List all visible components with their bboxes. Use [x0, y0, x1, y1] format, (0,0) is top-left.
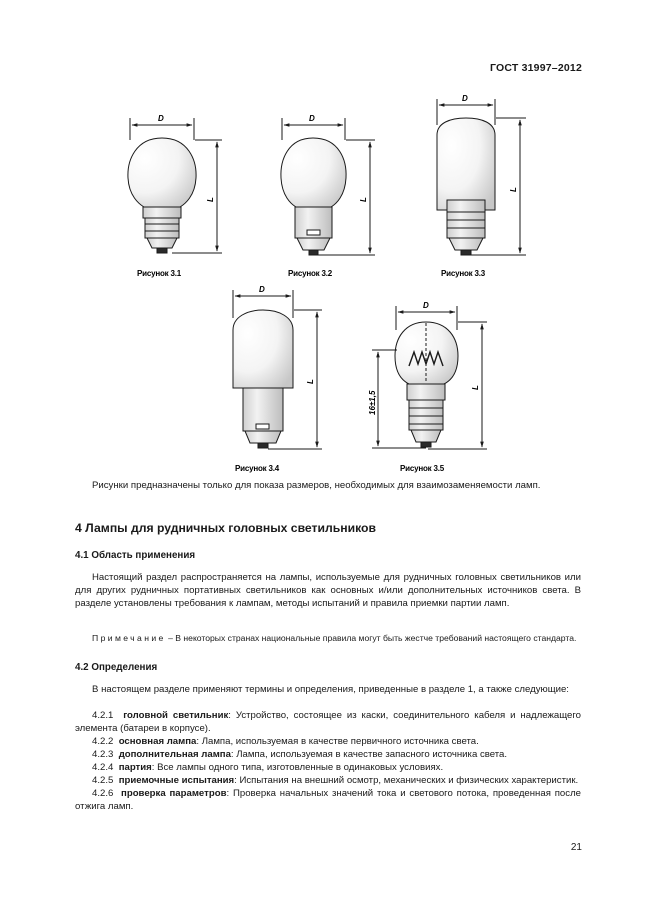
definition-number: 4.2.5 [92, 775, 114, 786]
definition-number: 4.2.4 [92, 762, 114, 773]
definition-text: : Лампа, используемая в качестве первичного источника света. [196, 736, 479, 747]
definition-item [75, 735, 581, 748]
note-text: – В некоторых странах национальные правила могут быть жестче требований настоящего стандарта. [165, 633, 577, 643]
dimension-d-label: D [462, 94, 468, 103]
definition-term: дополнительная лампа [118, 749, 231, 760]
note-label: Примечание [92, 633, 166, 643]
figure-caption-text: Рисунки предназначены только для показа размеров, необходимых для взаимозаменяемости ламп. [92, 480, 541, 491]
definition-term: партия [118, 762, 152, 773]
definition-item [75, 787, 581, 813]
definition-item [75, 761, 581, 774]
figure-label: Рисунок 3.5 [400, 464, 445, 473]
definition-term: приемочные испытания [118, 775, 235, 786]
definition-item [75, 774, 581, 787]
figure-caption [75, 479, 581, 492]
definitions-intro: В настоящем разделе применяют термины и определения, приведенные в разделе 1, а также следующие: [92, 684, 569, 695]
definition-text: : Лампа, используемая в качестве запасного источника света. [230, 749, 508, 760]
definition-number: 4.2.3 [92, 749, 114, 760]
document-header: ГОСТ 31997–2012 [489, 62, 582, 74]
subsection-title-4-1: 4.1 Область применения [75, 550, 196, 561]
definition-text: : Проверка начальных значений тока и светового потока, проведенная после отжига ламп. [75, 788, 581, 812]
dimension-l-label: L [359, 197, 368, 202]
figure-label: Рисунок 3.1 [137, 269, 182, 278]
dimension-d-label: D [423, 301, 429, 310]
definition-term: проверка параметров [121, 788, 227, 799]
definition-term: головной светильник [123, 710, 229, 721]
subsection-title-4-2: 4.2 Определения [75, 662, 158, 673]
page-number: 21 [570, 842, 582, 853]
lamp-figure-3-3 [437, 99, 526, 255]
definition-number: 4.2.6 [92, 788, 114, 799]
lamp-figure-3-4 [233, 290, 322, 449]
figure-label: Рисунок 3.2 [288, 269, 333, 278]
dimension-l-label: L [306, 379, 315, 384]
dimension-l-label: L [471, 385, 480, 390]
definition-text: : Все лампы одного типа, изготовленные в одинаковых условиях. [151, 762, 444, 773]
definition-number: 4.2.2 [92, 736, 114, 747]
dimension-d-label: D [309, 114, 315, 123]
section-title: 4 Лампы для рудничных головных светильников [75, 521, 376, 535]
definition-item [75, 709, 581, 735]
definitions-list [75, 709, 581, 813]
definition-text: : Испытания на внешний осмотр, механических и физических характеристик. [234, 775, 579, 786]
figure-label: Рисунок 3.4 [235, 464, 280, 473]
dimension-l-label: L [206, 197, 215, 202]
definition-item [75, 748, 581, 761]
dimension-tolerance-label: 16±1,5 [368, 390, 377, 415]
dimension-d-label: D [158, 114, 164, 123]
definition-term: основная лампа [118, 736, 197, 747]
lamp-figure-3-5 [372, 306, 487, 449]
dimension-d-label: D [259, 285, 265, 294]
lamp-figure-3-1 [128, 118, 222, 253]
definition-text: : Устройство, состоящее из каски, соединительного кабеля и надлежащего элемента (батареи в корпусе). [75, 710, 581, 734]
figure-label: Рисунок 3.3 [441, 269, 486, 278]
lamp-figure-3-2 [281, 118, 375, 255]
dimension-l-label: L [509, 187, 518, 192]
definition-number: 4.2.1 [92, 710, 114, 721]
scope-paragraph: Настоящий раздел распространяется на лампы, используемые для рудничных головных светильников или для других рудничных портативных светильников как основных и/или дополнительных источников света. В разделе установлены требования к лампам, методы испытаний и правила приемки партии ламп. [75, 572, 581, 609]
note-paragraph [75, 632, 581, 644]
